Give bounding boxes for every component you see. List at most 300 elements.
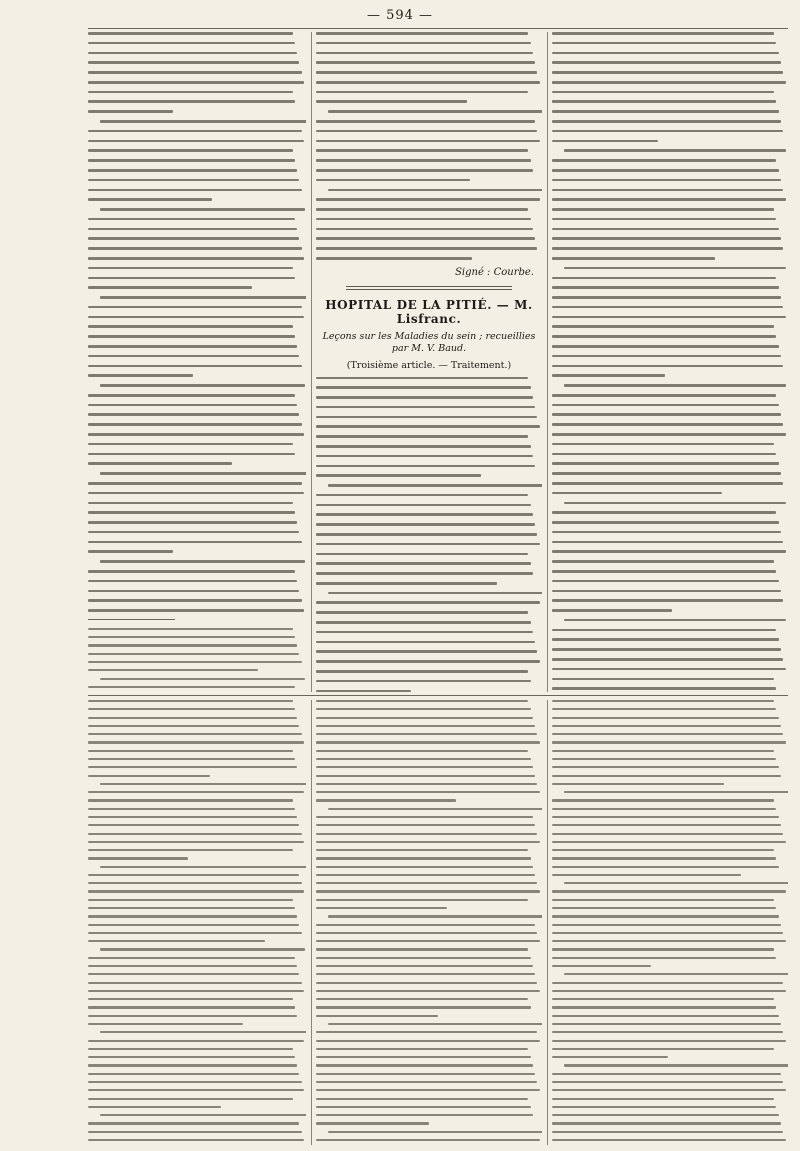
text-line (100, 472, 306, 475)
text-line (88, 257, 304, 260)
text-line (316, 725, 535, 727)
text-line (552, 915, 779, 917)
text-line (316, 998, 528, 1000)
text-line (552, 433, 786, 436)
text-line (88, 907, 295, 909)
text-line (316, 824, 535, 826)
text-line (552, 833, 783, 835)
text-line (552, 841, 786, 843)
text-line (552, 658, 783, 661)
text-line (88, 708, 295, 710)
text-line (88, 957, 295, 959)
text-line (88, 531, 299, 534)
text-line (88, 874, 299, 876)
text-line (88, 899, 293, 901)
text-line (552, 741, 786, 743)
text-line (316, 523, 535, 526)
text-line (88, 791, 304, 793)
text-line (88, 700, 293, 702)
text-line (316, 130, 537, 133)
text-line (328, 1131, 542, 1133)
text-line (316, 650, 537, 653)
text-line (552, 521, 779, 524)
text-line (552, 1081, 783, 1083)
section-subtitle: Leçons sur les Maladies du sein ; recueillies par M. V. Baud. (322, 330, 536, 354)
text-line (552, 355, 781, 358)
text-line (88, 1015, 297, 1017)
text-line (316, 766, 533, 768)
text-line (316, 42, 531, 45)
text-line (552, 890, 786, 892)
text-line (552, 580, 779, 583)
text-line (316, 237, 535, 240)
text-line (552, 948, 774, 950)
text-line (552, 725, 781, 727)
text-line (552, 629, 776, 632)
text-line (88, 189, 302, 192)
text-line (316, 1106, 531, 1108)
text-line (88, 590, 299, 593)
text-line (316, 425, 540, 428)
text-line (88, 799, 293, 801)
text-line (316, 750, 528, 752)
text-line (564, 791, 788, 793)
text-line (88, 924, 299, 926)
text-line (316, 857, 531, 859)
text-line (88, 570, 295, 573)
body-text-block (316, 377, 542, 693)
text-line (552, 899, 774, 901)
text-line (552, 52, 779, 55)
text-line (316, 601, 540, 604)
text-line (88, 636, 295, 638)
text-line (552, 306, 783, 309)
text-line (564, 973, 788, 975)
text-line (88, 149, 293, 152)
text-line (552, 700, 774, 702)
text-line (552, 1122, 781, 1124)
text-line (100, 1031, 306, 1033)
text-line (88, 335, 295, 338)
text-line (316, 247, 537, 250)
text-line (316, 257, 472, 260)
text-line (552, 61, 781, 64)
text-line (316, 932, 537, 934)
text-line (88, 247, 302, 250)
text-line (552, 316, 786, 319)
text-line (88, 492, 304, 495)
text-line (552, 990, 786, 992)
text-line (88, 766, 297, 768)
text-line (88, 159, 295, 162)
text-line (552, 1015, 779, 1017)
text-line (88, 882, 302, 884)
text-line (316, 100, 467, 103)
text-line (88, 433, 304, 436)
text-line (328, 915, 542, 917)
text-line (316, 708, 531, 710)
author-signature: Signé : Courbe. (455, 266, 534, 278)
text-line (88, 423, 302, 426)
text-line (552, 775, 781, 777)
text-line (316, 169, 533, 172)
text-line (316, 386, 531, 389)
text-line (88, 394, 295, 397)
text-line (88, 374, 193, 377)
text-line (552, 957, 776, 959)
text-line (88, 686, 295, 688)
text-line (88, 91, 293, 94)
text-line (100, 678, 305, 680)
text-line (552, 404, 779, 407)
text-line (316, 71, 537, 74)
text-line (316, 396, 533, 399)
page-section-rule (88, 695, 788, 696)
text-line (88, 915, 297, 917)
text-line (316, 140, 540, 143)
text-line (316, 494, 528, 497)
text-line (88, 841, 304, 843)
text-line (88, 725, 299, 727)
text-line (88, 1089, 304, 1091)
text-line (552, 325, 774, 328)
text-line (88, 653, 299, 655)
text-line (552, 208, 774, 211)
text-line (316, 455, 533, 458)
text-line (316, 990, 540, 992)
text-line (100, 948, 305, 950)
text-line (552, 1056, 668, 1058)
text-line (88, 824, 299, 826)
text-line (316, 1081, 537, 1083)
text-line (564, 267, 786, 270)
text-line (328, 484, 542, 487)
text-line (316, 465, 535, 468)
page-number: — 594 — (366, 8, 434, 23)
text-line (88, 100, 295, 103)
text-line (552, 808, 776, 810)
text-line (552, 924, 781, 926)
text-line (316, 717, 533, 719)
text-line (316, 882, 537, 884)
text-line (88, 965, 297, 967)
text-line (552, 110, 779, 113)
text-line (552, 443, 774, 446)
text-line (88, 758, 295, 760)
text-line (100, 384, 305, 387)
text-line (88, 973, 299, 975)
section-heading (316, 298, 542, 371)
text-line (316, 611, 528, 614)
text-line (88, 808, 295, 810)
text-line (552, 541, 783, 544)
text-line (316, 948, 528, 950)
column-2-lower (316, 700, 542, 1145)
text-line (552, 708, 776, 710)
text-line (552, 824, 781, 826)
text-line (552, 874, 741, 876)
text-line (552, 590, 781, 593)
text-line (88, 453, 295, 456)
text-line (552, 982, 783, 984)
text-line (88, 1081, 302, 1083)
text-line (88, 990, 304, 992)
text-line (328, 808, 542, 810)
text-line (88, 1098, 293, 1100)
text-line (88, 306, 302, 309)
text-line (316, 1040, 540, 1042)
text-line (552, 130, 783, 133)
text-line (88, 599, 302, 602)
text-line (552, 120, 781, 123)
text-line (316, 833, 537, 835)
text-line (552, 32, 774, 35)
text-line (316, 1015, 438, 1017)
text-line (316, 1031, 537, 1033)
text-line (552, 1089, 786, 1091)
text-line (316, 445, 531, 448)
text-line (316, 973, 535, 975)
text-line (316, 179, 470, 182)
text-line (100, 560, 305, 563)
text-line (316, 533, 537, 536)
column-divider (311, 700, 312, 1145)
column-divider (547, 32, 548, 692)
text-line (552, 218, 776, 221)
text-line (316, 791, 540, 793)
text-line (552, 638, 779, 641)
text-line (564, 149, 786, 152)
text-line (552, 492, 722, 495)
column-1-lower (88, 700, 306, 1145)
text-line (552, 1098, 774, 1100)
text-line (88, 42, 295, 45)
text-line (552, 1106, 776, 1108)
text-line (316, 513, 533, 516)
text-line (88, 940, 265, 942)
text-line (316, 228, 533, 231)
text-line (316, 965, 533, 967)
text-line (552, 550, 786, 553)
text-line (88, 857, 188, 859)
text-line (552, 71, 783, 74)
text-line (316, 621, 531, 624)
text-line (88, 502, 293, 505)
text-line (552, 453, 776, 456)
text-line (552, 849, 774, 851)
column-divider (311, 32, 312, 692)
text-line (552, 277, 776, 280)
text-line (552, 783, 724, 785)
text-line (316, 1139, 540, 1141)
text-line (316, 32, 528, 35)
text-line (552, 998, 774, 1000)
text-line (552, 750, 774, 752)
text-line (316, 562, 531, 565)
text-line (316, 758, 531, 760)
text-line (100, 120, 306, 123)
text-line (316, 474, 481, 477)
text-line (100, 866, 306, 868)
column-3-upper (552, 32, 788, 692)
text-line (88, 511, 295, 514)
text-line (100, 208, 305, 211)
text-line (316, 553, 528, 556)
text-line (552, 413, 781, 416)
text-line (552, 940, 786, 942)
text-line (552, 286, 779, 289)
text-line (316, 783, 537, 785)
text-line (88, 198, 212, 201)
text-line (88, 1064, 297, 1066)
text-line (552, 100, 776, 103)
text-line (552, 648, 781, 651)
text-line (88, 355, 299, 358)
text-line (552, 257, 715, 260)
text-line (88, 325, 293, 328)
text-line (316, 91, 528, 94)
text-line (316, 690, 411, 693)
text-line (88, 365, 302, 368)
text-line (552, 91, 774, 94)
text-line (552, 296, 781, 299)
text-line (552, 365, 783, 368)
text-line (552, 816, 779, 818)
text-line (88, 750, 293, 752)
text-line (88, 1006, 295, 1008)
text-line (88, 277, 295, 280)
text-line (552, 717, 779, 719)
text-line (316, 1098, 528, 1100)
text-line (88, 218, 295, 221)
text-line (316, 1073, 535, 1075)
text-line (316, 841, 540, 843)
text-line (88, 404, 297, 407)
text-line (88, 1073, 299, 1075)
text-line (316, 81, 540, 84)
text-line (552, 228, 779, 231)
text-line (552, 159, 776, 162)
text-line (328, 189, 542, 192)
text-line (564, 619, 786, 622)
text-line (552, 198, 786, 201)
text-line (88, 1056, 295, 1058)
text-line (316, 198, 540, 201)
text-line (552, 335, 776, 338)
text-line (552, 423, 783, 426)
text-line (552, 511, 776, 514)
text-line (552, 462, 779, 465)
text-line (316, 670, 528, 673)
text-line (316, 775, 535, 777)
text-line (552, 965, 651, 967)
text-line (88, 130, 302, 133)
text-line (316, 1089, 540, 1091)
text-line (316, 849, 528, 851)
text-line (88, 1023, 243, 1025)
text-line (88, 541, 302, 544)
text-line (88, 580, 297, 583)
text-line (316, 631, 533, 634)
text-line (88, 1131, 302, 1133)
text-line (88, 717, 297, 719)
text-line (552, 169, 779, 172)
text-line (88, 609, 304, 612)
text-line (88, 169, 297, 172)
text-line (316, 741, 540, 743)
text-line (316, 866, 533, 868)
text-line (100, 296, 306, 299)
text-line (316, 416, 537, 419)
text-line (88, 982, 302, 984)
text-line (88, 482, 302, 485)
text-line (88, 71, 302, 74)
text-line (316, 1114, 533, 1116)
text-line (100, 1114, 306, 1116)
body-text-block (316, 32, 542, 260)
text-line (316, 1048, 528, 1050)
text-line (88, 140, 304, 143)
text-line (552, 687, 776, 690)
text-line (88, 81, 304, 84)
text-line (316, 377, 528, 380)
text-line (552, 857, 776, 859)
column-1-upper (88, 32, 306, 692)
text-line (552, 1006, 776, 1008)
text-line (316, 582, 497, 585)
text-line (88, 521, 297, 524)
text-line (316, 1064, 533, 1066)
text-line (552, 1031, 783, 1033)
text-line (552, 1040, 786, 1042)
section-divider (346, 286, 512, 290)
text-line (316, 52, 533, 55)
text-line (328, 110, 542, 113)
text-line (552, 668, 786, 671)
text-line (88, 462, 232, 465)
text-line (552, 1139, 786, 1141)
text-line (564, 502, 786, 505)
text-line (552, 609, 672, 612)
text-line (88, 345, 297, 348)
text-line (316, 982, 537, 984)
text-line (316, 816, 533, 818)
text-line (88, 1048, 293, 1050)
text-line (564, 384, 786, 387)
text-line (552, 345, 779, 348)
section-tag: (Troisième article. — Traitement.) (346, 359, 512, 371)
text-line (564, 1064, 788, 1066)
text-line (316, 660, 540, 663)
text-line (88, 733, 302, 735)
text-line (88, 775, 210, 777)
text-line (88, 61, 299, 64)
text-line (316, 149, 528, 152)
text-line (552, 799, 774, 801)
text-line (552, 758, 776, 760)
text-line (316, 120, 535, 123)
text-line (552, 531, 781, 534)
column-divider (547, 700, 548, 1145)
text-line (316, 572, 533, 575)
text-line (552, 866, 779, 868)
text-line (88, 1040, 304, 1042)
text-line (552, 599, 783, 602)
text-line (552, 374, 665, 377)
text-line (316, 406, 535, 409)
text-line (552, 189, 783, 192)
text-line (88, 228, 297, 231)
